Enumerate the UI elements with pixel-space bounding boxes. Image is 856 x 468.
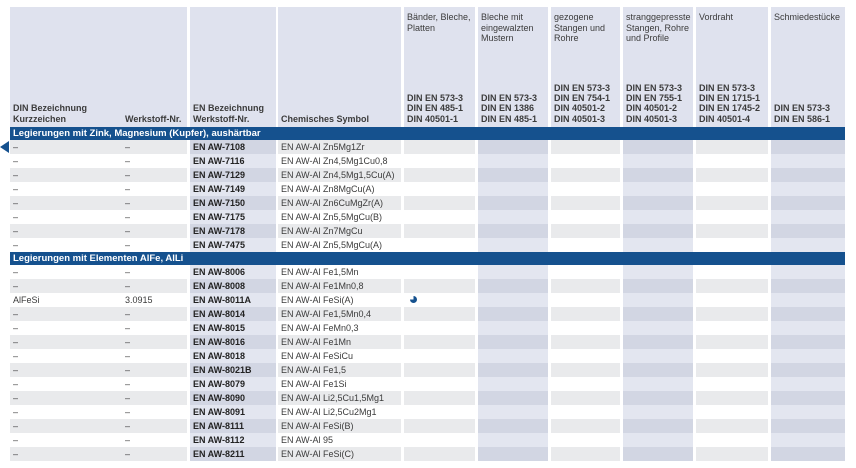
cell-werkstoff-nr: – [122,321,190,335]
cell-vordraht [696,293,771,307]
cell-din-kurzzeichen: – [10,307,122,321]
cell-stranggepresste-stangen-rohre-profile [623,238,696,252]
cell-din-kurzzeichen: – [10,363,122,377]
cell-gezogene-stangen-rohre [551,154,623,168]
cell-bleche-eingewalzte-muster [478,168,551,182]
cell-bleche-eingewalzte-muster [478,391,551,405]
cell-stranggepresste-stangen-rohre-profile [623,433,696,447]
cell-din-kurzzeichen: – [10,210,122,224]
cell-chemisches-symbol: EN AW-Al Zn4,5Mg1,5Cu(A) [278,168,404,182]
column-header-din-kurzzeichen [10,7,122,127]
norm-label: DIN EN 755-1 [626,93,683,104]
cell-din-kurzzeichen: AlFeSi [10,293,122,307]
cell-schmiedestuecke [771,168,845,182]
cell-en-werkstoff-nr: EN AW-8091 [190,405,278,419]
cell-vordraht [696,210,771,224]
table-grid [10,7,845,461]
cell-bleche-eingewalzte-muster [478,433,551,447]
cell-stranggepresste-stangen-rohre-profile [623,377,696,391]
cell-werkstoff-nr: – [122,154,190,168]
cell-stranggepresste-stangen-rohre-profile [623,321,696,335]
column-header-en-werkstoff-nr [190,7,278,127]
column-header-vordraht [696,7,771,127]
cell-baender-bleche-platten [404,307,478,321]
cell-werkstoff-nr: – [122,196,190,210]
cell-en-werkstoff-nr: EN AW-7150 [190,196,278,210]
cell-gezogene-stangen-rohre [551,321,623,335]
section-header: Legierungen mit Zink, Magnesium (Kupfer), aushärtbar [10,127,845,140]
cell-din-kurzzeichen: – [10,377,122,391]
cell-gezogene-stangen-rohre [551,140,623,154]
cell-en-werkstoff-nr: EN AW-7116 [190,154,278,168]
cell-chemisches-symbol: EN AW-Al Fe1Si [278,377,404,391]
cell-schmiedestuecke [771,377,845,391]
cell-stranggepresste-stangen-rohre-profile [623,363,696,377]
cell-vordraht [696,196,771,210]
cell-stranggepresste-stangen-rohre-profile [623,279,696,293]
cell-baender-bleche-platten [404,154,478,168]
cell-schmiedestuecke [771,293,845,307]
product-group-title: Vordraht [699,12,734,22]
cell-stranggepresste-stangen-rohre-profile [623,293,696,307]
norm-label: DIN 40501-3 [554,113,606,124]
cell-bleche-eingewalzte-muster [478,405,551,419]
cell-stranggepresste-stangen-rohre-profile [623,307,696,321]
cell-werkstoff-nr: – [122,349,190,363]
cell-bleche-eingewalzte-muster [478,377,551,391]
cell-schmiedestuecke [771,321,845,335]
cell-en-werkstoff-nr: EN AW-7129 [190,168,278,182]
cell-werkstoff-nr: – [122,335,190,349]
cell-din-kurzzeichen: – [10,168,122,182]
cell-vordraht [696,307,771,321]
cell-werkstoff-nr: – [122,391,190,405]
cell-werkstoff-nr: – [122,210,190,224]
cell-en-werkstoff-nr: EN AW-8090 [190,391,278,405]
cell-bleche-eingewalzte-muster [478,238,551,252]
cell-baender-bleche-platten [404,335,478,349]
cell-gezogene-stangen-rohre [551,405,623,419]
cell-vordraht [696,321,771,335]
cell-bleche-eingewalzte-muster [478,140,551,154]
column-header-baender-bleche-platten [404,7,478,127]
cell-chemisches-symbol: EN AW-Al FeSi(A) [278,293,404,307]
norm-label: DIN EN 573-3 [407,93,464,104]
cell-schmiedestuecke [771,405,845,419]
cell-stranggepresste-stangen-rohre-profile [623,405,696,419]
cell-en-werkstoff-nr: EN AW-8015 [190,321,278,335]
cell-werkstoff-nr: – [122,377,190,391]
norm-list [554,83,618,124]
cell-vordraht [696,140,771,154]
cell-din-kurzzeichen: – [10,405,122,419]
cell-din-kurzzeichen: – [10,447,122,461]
product-group-title: Schmiedestücke [774,12,841,22]
cell-werkstoff-nr: – [122,265,190,279]
cell-vordraht [696,433,771,447]
cell-schmiedestuecke [771,224,845,238]
norm-label: DIN EN 1745-2 [699,103,761,114]
cell-vordraht [696,363,771,377]
cell-vordraht [696,238,771,252]
norm-label: DIN 40501-2 [626,103,678,114]
norm-list [774,103,843,124]
cell-en-werkstoff-nr: EN AW-8014 [190,307,278,321]
cell-stranggepresste-stangen-rohre-profile [623,391,696,405]
cell-baender-bleche-platten [404,182,478,196]
product-group-title: Bänder, Bleche, Platten [407,12,471,33]
cell-bleche-eingewalzte-muster [478,196,551,210]
cell-vordraht [696,265,771,279]
column-header-gezogene-stangen-rohre [551,7,623,127]
cell-en-werkstoff-nr: EN AW-8018 [190,349,278,363]
cell-en-werkstoff-nr: EN AW-7178 [190,224,278,238]
cell-vordraht [696,182,771,196]
cell-din-kurzzeichen: – [10,419,122,433]
cell-bleche-eingewalzte-muster [478,224,551,238]
cell-werkstoff-nr: – [122,307,190,321]
cell-stranggepresste-stangen-rohre-profile [623,196,696,210]
cell-chemisches-symbol: EN AW-Al Fe1Mn0,8 [278,279,404,293]
cell-schmiedestuecke [771,419,845,433]
cell-din-kurzzeichen: – [10,224,122,238]
cell-stranggepresste-stangen-rohre-profile [623,265,696,279]
cell-din-kurzzeichen: – [10,321,122,335]
cell-en-werkstoff-nr: EN AW-7475 [190,238,278,252]
cell-gezogene-stangen-rohre [551,279,623,293]
cell-baender-bleche-platten [404,196,478,210]
cell-stranggepresste-stangen-rohre-profile [623,182,696,196]
cell-bleche-eingewalzte-muster [478,447,551,461]
cell-din-kurzzeichen: – [10,335,122,349]
cell-chemisches-symbol: EN AW-Al Fe1,5 [278,363,404,377]
cell-vordraht [696,168,771,182]
header-label-line: Werkstoff-Nr. [125,113,182,124]
cell-baender-bleche-platten [404,140,478,154]
cell-din-kurzzeichen: – [10,391,122,405]
cell-en-werkstoff-nr: EN AW-7175 [190,210,278,224]
cell-baender-bleche-platten [404,224,478,238]
cell-schmiedestuecke [771,391,845,405]
cell-vordraht [696,419,771,433]
header-label-line: Werkstoff-Nr. [193,113,250,124]
cell-chemisches-symbol: EN AW-Al Li2,5Cu2Mg1 [278,405,404,419]
norm-label: DIN 40501-2 [554,103,606,114]
cell-baender-bleche-platten [404,447,478,461]
cell-werkstoff-nr: – [122,168,190,182]
norm-label: DIN EN 573-3 [481,93,538,104]
cell-chemisches-symbol: EN AW-Al Li2,5Cu1,5Mg1 [278,391,404,405]
cell-baender-bleche-platten [404,238,478,252]
cell-chemisches-symbol: EN AW-Al Zn5,5MgCu(A) [278,238,404,252]
norm-label: DIN EN 754-1 [554,93,611,104]
cell-chemisches-symbol: EN AW-Al Fe1,5Mn [278,265,404,279]
norm-label: DIN 40501-1 [407,113,459,124]
cell-din-kurzzeichen: – [10,182,122,196]
cell-din-kurzzeichen: – [10,140,122,154]
cell-chemisches-symbol: EN AW-Al Zn5,5MgCu(B) [278,210,404,224]
cell-baender-bleche-platten [404,391,478,405]
cell-gezogene-stangen-rohre [551,224,623,238]
cell-chemisches-symbol: EN AW-Al Zn8MgCu(A) [278,182,404,196]
norm-label: DIN 40501-4 [699,113,751,124]
cell-chemisches-symbol: EN AW-Al Fe1,5Mn0,4 [278,307,404,321]
column-header-stranggepresste-stangen-rohre-profile [623,7,696,127]
cell-gezogene-stangen-rohre [551,307,623,321]
cell-en-werkstoff-nr: EN AW-8011A [190,293,278,307]
cell-en-werkstoff-nr: EN AW-8111 [190,419,278,433]
cell-werkstoff-nr: – [122,419,190,433]
section-header: Legierungen mit Elementen AlFe, AlLi [10,252,845,265]
cell-en-werkstoff-nr: EN AW-8079 [190,377,278,391]
norm-list [626,83,691,124]
norm-list [699,83,766,124]
cell-vordraht [696,349,771,363]
cell-vordraht [696,447,771,461]
cell-baender-bleche-platten [404,265,478,279]
row-pointer-icon [0,141,9,153]
cell-gezogene-stangen-rohre [551,196,623,210]
cell-gezogene-stangen-rohre [551,363,623,377]
cell-schmiedestuecke [771,210,845,224]
cell-gezogene-stangen-rohre [551,391,623,405]
alloy-designation-table [10,7,845,461]
cell-werkstoff-nr: – [122,238,190,252]
column-header-chemisches-symbol [278,7,404,127]
cell-bleche-eingewalzte-muster [478,279,551,293]
cell-en-werkstoff-nr: EN AW-7149 [190,182,278,196]
cell-chemisches-symbol: EN AW-Al Fe1Mn [278,335,404,349]
norm-list [481,93,546,124]
cell-gezogene-stangen-rohre [551,210,623,224]
cell-stranggepresste-stangen-rohre-profile [623,335,696,349]
cell-bleche-eingewalzte-muster [478,321,551,335]
cell-baender-bleche-platten [404,419,478,433]
cell-baender-bleche-platten [404,405,478,419]
cell-schmiedestuecke [771,279,845,293]
cell-werkstoff-nr: – [122,182,190,196]
cell-en-werkstoff-nr: EN AW-8211 [190,447,278,461]
cell-baender-bleche-platten [404,293,478,307]
norm-label: DIN EN 586-1 [774,113,831,124]
product-group-title: Bleche mit eingewalzten Mustern [481,12,534,43]
column-header-bleche-eingewalzte-muster [478,7,551,127]
cell-gezogene-stangen-rohre [551,335,623,349]
cell-vordraht [696,224,771,238]
cell-bleche-eingewalzte-muster [478,335,551,349]
cell-chemisches-symbol: EN AW-Al FeSi(C) [278,447,404,461]
cell-gezogene-stangen-rohre [551,349,623,363]
cell-gezogene-stangen-rohre [551,433,623,447]
cell-vordraht [696,279,771,293]
cell-baender-bleche-platten [404,279,478,293]
cell-werkstoff-nr: – [122,224,190,238]
cell-en-werkstoff-nr: EN AW-8006 [190,265,278,279]
cell-schmiedestuecke [771,182,845,196]
column-header-werkstoff-nr [122,7,190,127]
cell-schmiedestuecke [771,349,845,363]
cell-vordraht [696,391,771,405]
cell-bleche-eingewalzte-muster [478,307,551,321]
cell-werkstoff-nr: – [122,140,190,154]
cell-din-kurzzeichen: – [10,279,122,293]
cell-gezogene-stangen-rohre [551,377,623,391]
norm-label: DIN EN 573-3 [774,103,831,114]
norm-label: DIN EN 573-3 [626,82,683,93]
cell-bleche-eingewalzte-muster [478,293,551,307]
availability-dot-icon [410,296,417,303]
cell-schmiedestuecke [771,140,845,154]
cell-werkstoff-nr: – [122,279,190,293]
norm-label: DIN EN 485-1 [407,103,464,114]
cell-schmiedestuecke [771,307,845,321]
cell-chemisches-symbol: EN AW-Al Zn7MgCu [278,224,404,238]
cell-en-werkstoff-nr: EN AW-8016 [190,335,278,349]
cell-schmiedestuecke [771,447,845,461]
cell-gezogene-stangen-rohre [551,447,623,461]
cell-stranggepresste-stangen-rohre-profile [623,210,696,224]
column-header-schmiedestuecke [771,7,845,127]
cell-vordraht [696,405,771,419]
cell-baender-bleche-platten [404,321,478,335]
cell-gezogene-stangen-rohre [551,238,623,252]
norm-label: DIN EN 573-3 [699,82,756,93]
cell-en-werkstoff-nr: EN AW-7108 [190,140,278,154]
cell-chemisches-symbol: EN AW-Al FeSiCu [278,349,404,363]
cell-stranggepresste-stangen-rohre-profile [623,154,696,168]
cell-stranggepresste-stangen-rohre-profile [623,419,696,433]
header-label-line: Chemisches Symbol [281,113,370,124]
cell-chemisches-symbol: EN AW-Al 95 [278,433,404,447]
cell-baender-bleche-platten [404,168,478,182]
cell-gezogene-stangen-rohre [551,182,623,196]
cell-stranggepresste-stangen-rohre-profile [623,349,696,363]
norm-label: DIN EN 485-1 [481,113,538,124]
cell-baender-bleche-platten [404,210,478,224]
header-label-line: DIN Bezeichnung [13,103,88,113]
cell-stranggepresste-stangen-rohre-profile [623,224,696,238]
cell-vordraht [696,154,771,168]
cell-din-kurzzeichen: – [10,349,122,363]
cell-bleche-eingewalzte-muster [478,154,551,168]
cell-schmiedestuecke [771,238,845,252]
norm-label: DIN EN 573-3 [554,82,611,93]
cell-bleche-eingewalzte-muster [478,349,551,363]
cell-gezogene-stangen-rohre [551,293,623,307]
cell-baender-bleche-platten [404,363,478,377]
cell-werkstoff-nr: – [122,447,190,461]
cell-schmiedestuecke [771,335,845,349]
header-label-line: Kurzzeichen [13,113,67,124]
cell-bleche-eingewalzte-muster [478,210,551,224]
cell-schmiedestuecke [771,363,845,377]
cell-werkstoff-nr: – [122,433,190,447]
cell-gezogene-stangen-rohre [551,419,623,433]
product-group-title: gezogene Stangen und Rohre [554,12,606,43]
cell-vordraht [696,335,771,349]
product-group-title: stranggepresste Stangen, Rohre und Profile [626,12,691,43]
cell-werkstoff-nr: – [122,405,190,419]
cell-werkstoff-nr: – [122,363,190,377]
cell-en-werkstoff-nr: EN AW-8021B [190,363,278,377]
cell-baender-bleche-platten [404,349,478,363]
cell-schmiedestuecke [771,265,845,279]
cell-chemisches-symbol: EN AW-Al Zn4,5Mg1Cu0,8 [278,154,404,168]
cell-bleche-eingewalzte-muster [478,265,551,279]
cell-schmiedestuecke [771,196,845,210]
header-label-line: EN Bezeichnung [193,103,265,113]
cell-din-kurzzeichen: – [10,196,122,210]
cell-en-werkstoff-nr: EN AW-8112 [190,433,278,447]
cell-chemisches-symbol: EN AW-Al FeMn0,3 [278,321,404,335]
cell-chemisches-symbol: EN AW-Al FeSi(B) [278,419,404,433]
norm-label: DIN EN 1715-1 [699,93,761,104]
norm-list [407,93,473,124]
norm-label: DIN EN 1386 [481,103,535,114]
cell-stranggepresste-stangen-rohre-profile [623,168,696,182]
cell-bleche-eingewalzte-muster [478,363,551,377]
cell-bleche-eingewalzte-muster [478,182,551,196]
cell-gezogene-stangen-rohre [551,265,623,279]
cell-stranggepresste-stangen-rohre-profile [623,447,696,461]
cell-din-kurzzeichen: – [10,238,122,252]
cell-din-kurzzeichen: – [10,154,122,168]
cell-baender-bleche-platten [404,377,478,391]
cell-chemisches-symbol: EN AW-Al Zn6CuMgZr(A) [278,196,404,210]
cell-schmiedestuecke [771,154,845,168]
cell-din-kurzzeichen: – [10,433,122,447]
cell-gezogene-stangen-rohre [551,168,623,182]
cell-stranggepresste-stangen-rohre-profile [623,140,696,154]
cell-baender-bleche-platten [404,433,478,447]
cell-en-werkstoff-nr: EN AW-8008 [190,279,278,293]
cell-schmiedestuecke [771,433,845,447]
cell-vordraht [696,377,771,391]
cell-chemisches-symbol: EN AW-Al Zn5Mg1Zr [278,140,404,154]
cell-bleche-eingewalzte-muster [478,419,551,433]
cell-werkstoff-nr: 3.0915 [122,293,190,307]
norm-label: DIN 40501-3 [626,113,678,124]
cell-din-kurzzeichen: – [10,265,122,279]
